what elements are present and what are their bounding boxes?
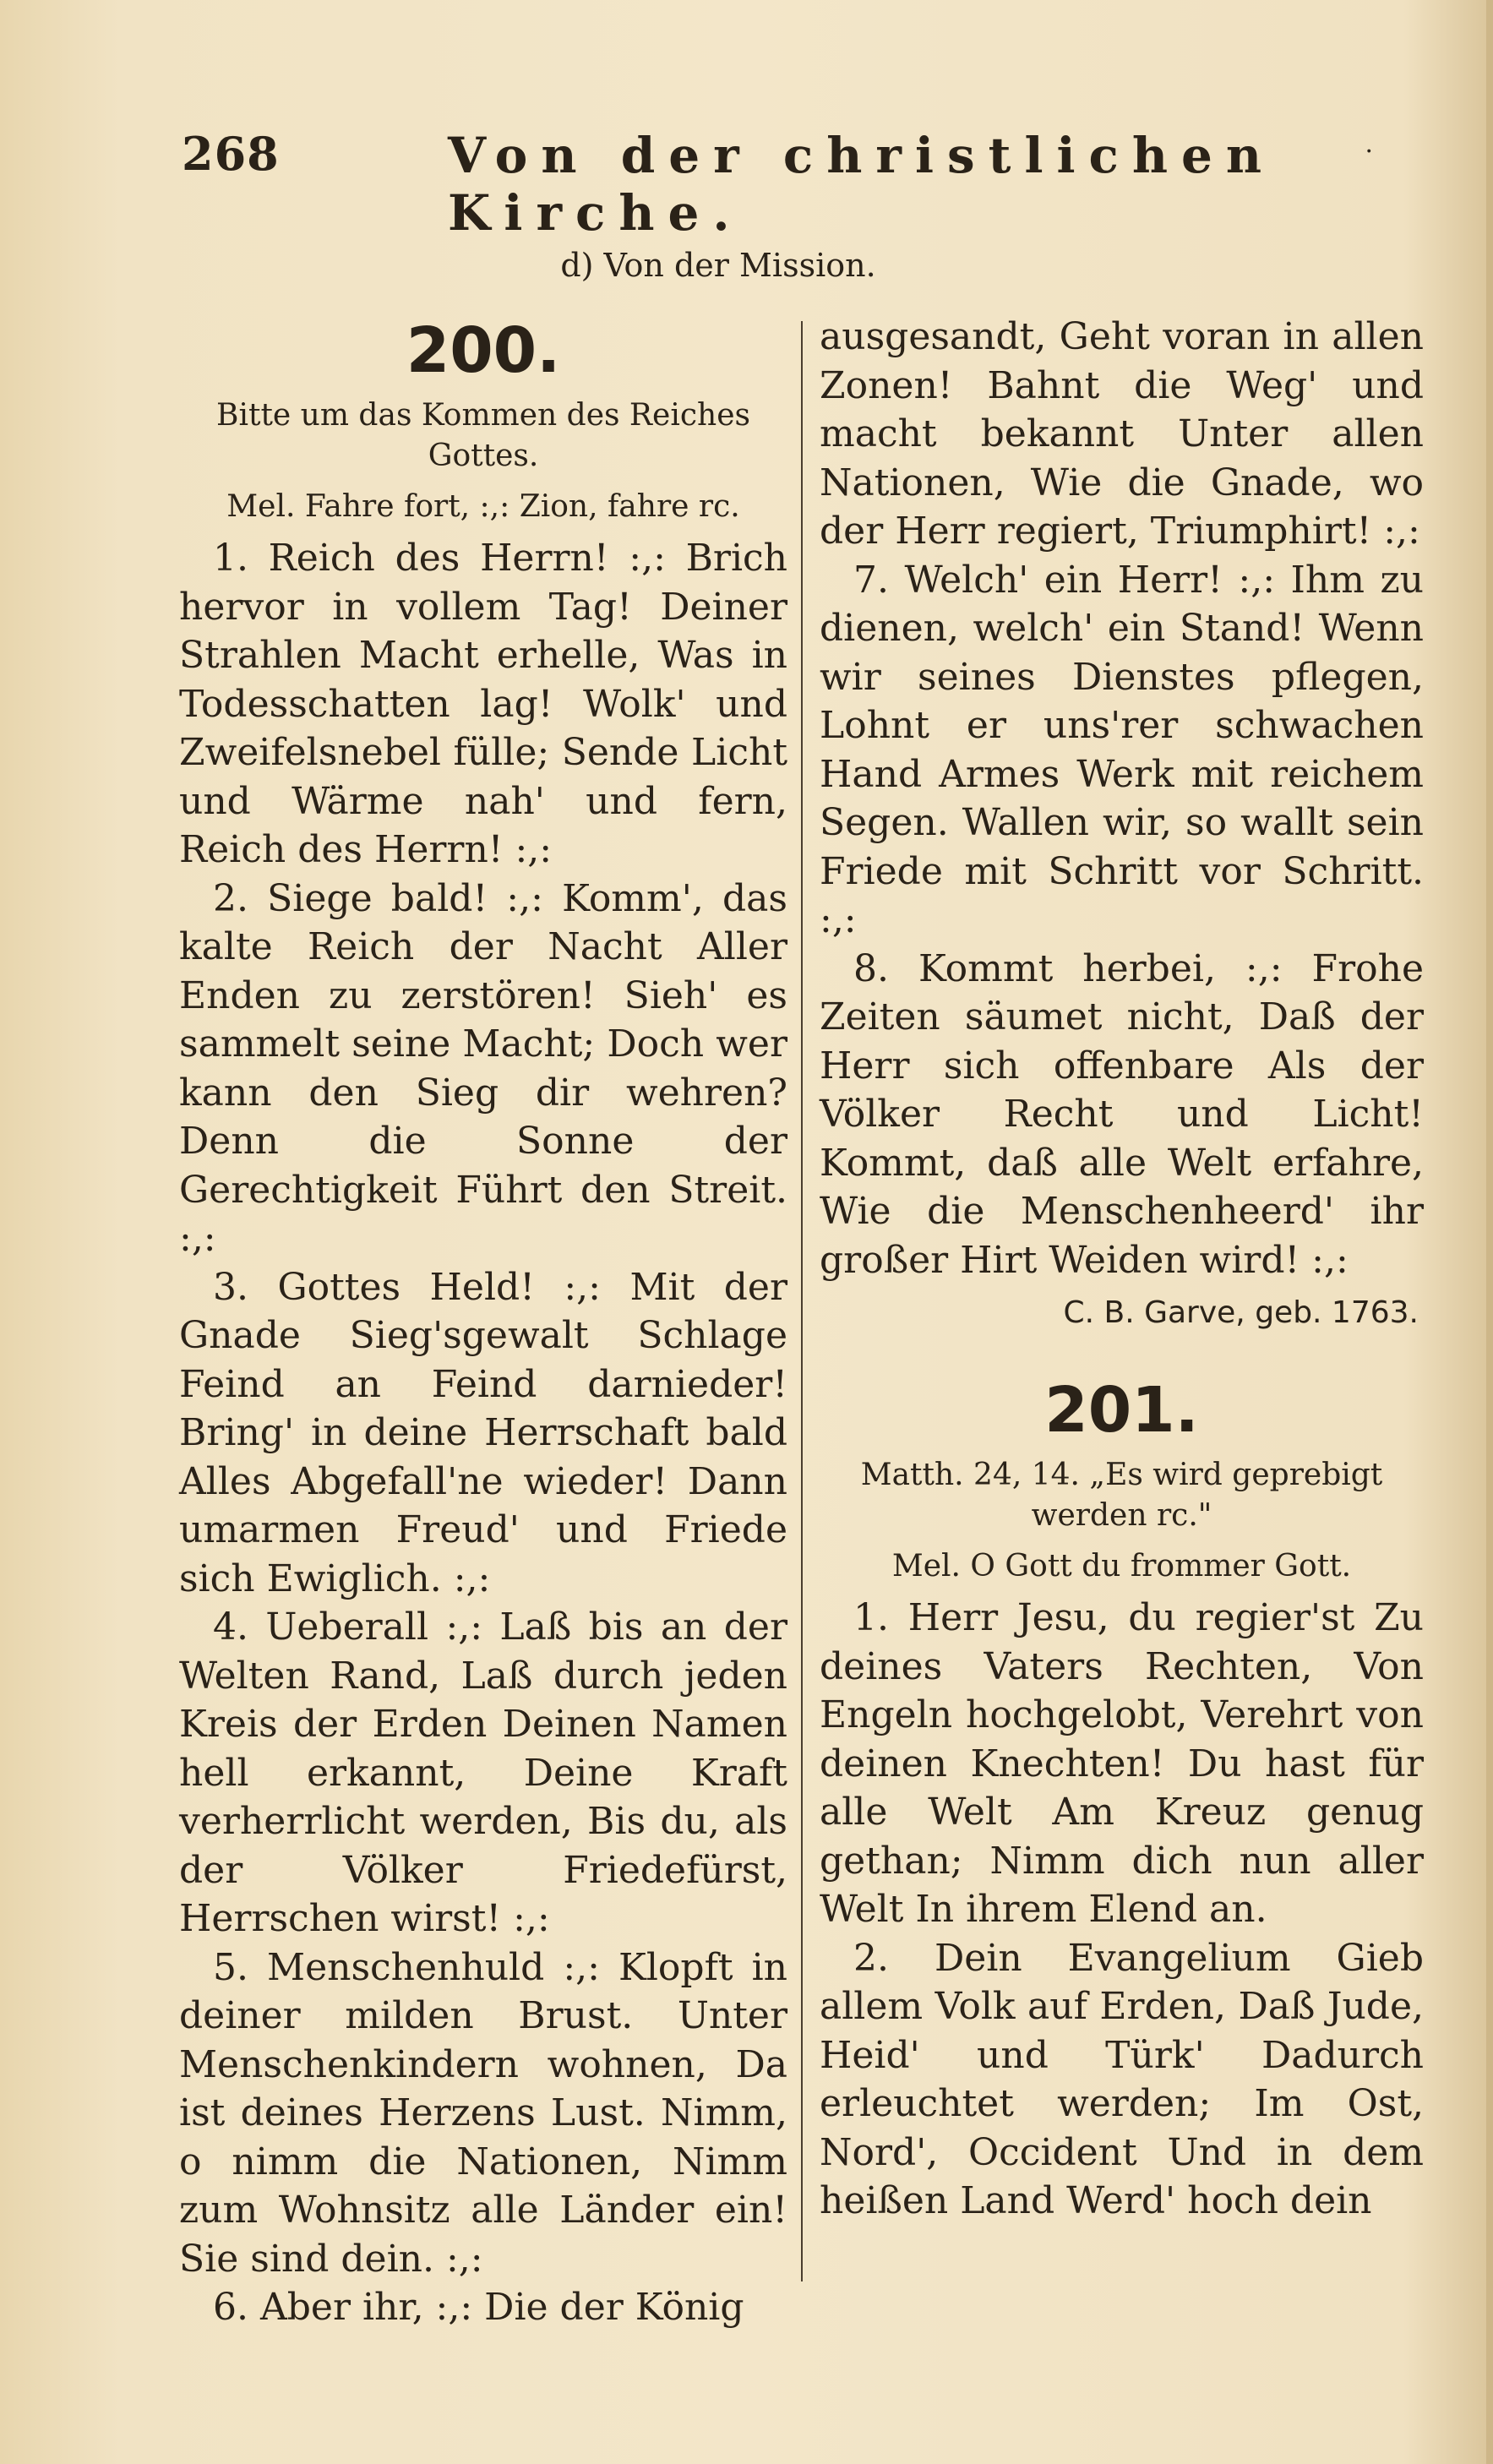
hymn-200-verse-4: 4. Ueberall :,: Laß bis an der Welten Rand, Laß durch jeden Kreis der Erden Deinen Namen hell erkannt, Deine Kraft verherrlicht werden, Bis du, als der Völker Friedefürst, Herrschen wirst! :,:: [179, 1605, 787, 1940]
hymn-200-title: Bitte um das Kommen des Reiches Gottes.: [216, 398, 750, 473]
page-edge: [1486, 0, 1493, 2464]
hymn-200-verse-2: 2. Siege bald! :,: Komm', das kalte Reich der Nacht Aller Enden zu zerstören! Sieh' es sammelt seine Macht; Doch wer kann den Sieg dir wehren? Denn die Sonne der Gerechtigkeit Führt den Streit. :,:: [179, 876, 787, 1260]
hymn-201-number: 201.: [1044, 1374, 1199, 1447]
left-column: [179, 313, 787, 2332]
page-number: 268: [182, 127, 280, 181]
hymn-200-verse-5: 5. Menschenhuld :,: Klopft in deiner milden Brust. Unter Menschenkindern wohnen, Da ist deines Herzens Lust. Nimm, o nimm die Nationen, Nimm zum Wohnsitz alle Länder ein! Sie sind dein. :,:: [179, 1945, 787, 2281]
hymn-201-title: Matth. 24, 14. „Es wird geprebigt werden rc.": [860, 1458, 1383, 1533]
hymn-200-verse-6-cont: ausgesandt, Geht voran in allen Zonen! Bahnt die Weg' und macht bekannt Unter allen Nationen, Wie die Gnade, wo der Herr regiert, Triumphirt! :,:: [820, 315, 1424, 553]
hymn-200-verse-6-start: 6. Aber ihr, :,: Die der König: [213, 2286, 744, 2329]
hymn-201-verse-2: 2. Dein Evangelium Gieb allem Volk auf Erden, Daß Jude, Heid' und Türk' Dadurch erleuchtet werden; Im Ost, Nord', Occident Und in dem heißen Land Werd' hoch dein: [820, 1936, 1424, 2222]
hymn-200-number: 200.: [406, 314, 561, 387]
hymn-201-melody: Mel. O Gott du frommer Gott.: [891, 1549, 1352, 1584]
hymn-200-verse-7: 7. Welch' ein Herr! :,: Ihm zu dienen, welch' ein Stand! Wenn wir seines Dienstes pflegen, Lohnt er uns'rer schwachen Hand Armes Werk mit reichem Segen. Wallen wir, so wallt sein Friede mit Schritt vor Schritt. :,:: [820, 558, 1424, 941]
column-divider: [801, 321, 803, 2281]
hymn-200-verse-3: 3. Gottes Held! :,: Mit der Gnade Sieg'sgewalt Schlage Feind an Feind darnieder! Bring' in deine Herrschaft bald Alles Abgefall'ne wieder! Dann umarmen Freud' und Friede sich Ewiglich. :,:: [179, 1265, 787, 1600]
section-heading: d) Von der Mission.: [560, 247, 876, 284]
running-title: Von der christlichen Kirche.: [448, 127, 1276, 242]
hymn-200-attribution: C. B. Garve, geb. 1763.: [1063, 1295, 1419, 1330]
hymn-200-melody: Mel. Fahre fort, :,: Zion, fahre rc.: [226, 489, 740, 524]
header-mark: ·: [1365, 137, 1373, 166]
right-column: [820, 313, 1424, 2226]
hymn-200-verse-8: 8. Kommt herbei, :,: Frohe Zeiten säumet nicht, Daß der Herr sich offenbare Als der Völker Recht und Licht! Kommt, daß alle Welt erfahre, Wie die Menschenheerd' ihr großer Hirt Weiden wird! :,:: [820, 946, 1424, 1282]
hymn-201-verse-1: 1. Herr Jesu, du regier'st Zu deines Vaters Rechten, Von Engeln hochgelobt, Verehrt von deinen Knechten! Du hast für alle Welt Am Kreuz genug gethan; Nimm dich nun aller Welt In ihrem Elend an.: [820, 1596, 1424, 1931]
page-header: [182, 127, 1432, 242]
hymn-200-verse-1: 1. Reich des Herrn! :,: Brich hervor in vollem Tag! Deiner Strahlen Macht erhelle, Was in Todesschatten lag! Wolk' und Zweifelsnebel fülle; Sende Licht und Wärme nah' und fern, Reich des Herrn! :,:: [179, 537, 787, 871]
